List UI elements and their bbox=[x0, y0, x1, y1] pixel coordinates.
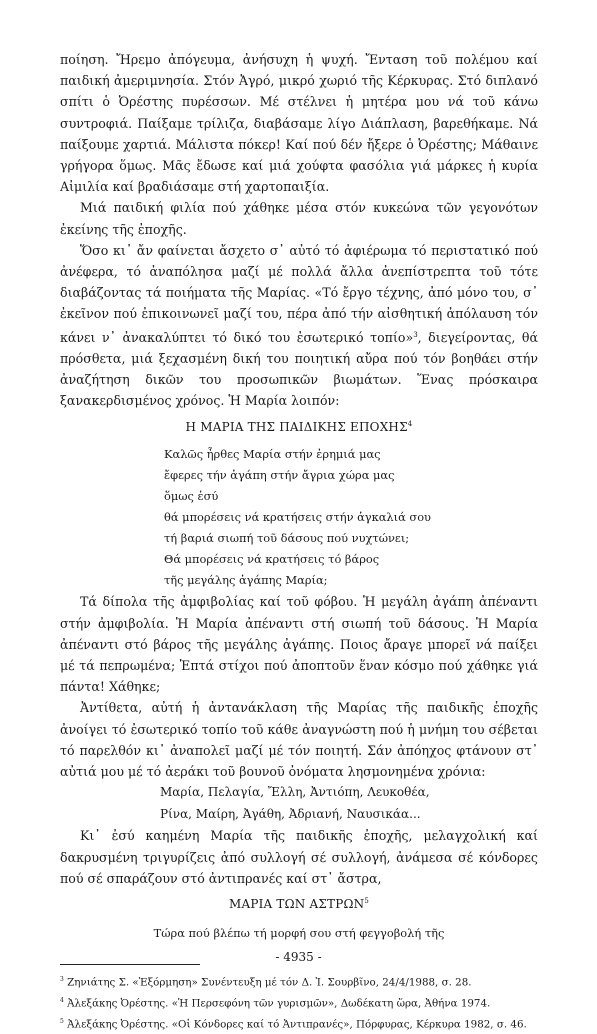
footnote-text: Ἀλεξάκης Ὀρέστης. «Ἡ Περσεφόνη τῶν γυρισμῶν», Δωδέκατη ὥρα, Ἀθήνα 1974. bbox=[67, 997, 491, 1010]
poem-line: Θά μπορέσεις νά κρατήσεις τό βάρος bbox=[164, 552, 380, 567]
page-number: - 4935 - bbox=[275, 950, 322, 964]
footnotes bbox=[60, 971, 538, 1034]
body-text bbox=[60, 825, 538, 889]
body-text bbox=[60, 591, 538, 782]
paragraph: Κι᾽ ἐσύ καημένη Μαρία τῆς παιδικῆς ἐποχῆς, μελαγχολική καί δακρυσμένη τριγυρίζεις ἀπό συλλογή σέ συλλογή, ἀνάμεσα σέ κόνδορες πού σέ σπαράζουν στό ἀντιπρανές καί στ᾽ ἄστρα, bbox=[60, 828, 538, 886]
paragraph: Τά δίπολα τῆς ἀμφιβολίας καί τοῦ φόβου. Ἡ μεγάλη ἀγάπη ἀπέναντι στήν ἀμφιβολία. Ἡ Μαρία ἀπέναντι στή σιωπή τοῦ δάσους. Ἡ Μαρία ἀπέναντι στό βάρος τῆς μεγάλης ἀγάπης. Ποιος ἄραγε μπορεῖ νά παίξει μέ τά πεπρωμένα; Ἑπτά στίχοι πού ἀποπτοῦν ἕναν κόσμο πού χάθηκε γιά πάντα! Χάθηκε; bbox=[60, 594, 538, 695]
footnote-number: 5 bbox=[60, 1017, 64, 1025]
poem-line: θά μπορέσεις νά κρατήσεις στήν ἀγκαλιά σου bbox=[164, 509, 431, 524]
names-line: Μαρία, Πελαγία, Ἔλλη, Ἀντιόπη, Λευκοθέα, bbox=[160, 785, 430, 800]
paragraph-text: Ὅσο κι᾽ ἄν φαίνεται ἄσχετο σ᾽ αὐτό τό ἀφιέρωμα τό περιστατικό πού ἀνέφερα, τό ἀναπόλησα μαζί μέ πολλά ἄλλα ἀνεπίστρεπτα τοῦ τότε διαβάζοντας τά ποιήματα τῆς Μαρίας. «Τό ἔργο τέχνης, ἀπό μόνο του, σ᾽ ἐκεῖνον πού ἐπικοινωνεῖ μαζί του, πέρα ἀπό τήν αἰσθητική ἀπόλαυση τόν κάνει ν᾽ ἀνακαλύπτει τό δικό του ἐσωτερικό τοπίο» bbox=[60, 242, 538, 345]
document-page bbox=[60, 49, 538, 1034]
names-line: Ρίνα, Μαίρη, Ἀγάθη, Ἀδριανή, Ναυσικάα... bbox=[160, 806, 421, 821]
footnote bbox=[60, 971, 538, 992]
poem-title bbox=[60, 891, 538, 915]
footnote-divider bbox=[60, 964, 200, 965]
paragraph-with-citation bbox=[60, 240, 538, 412]
footnote-ref[interactable]: 4 bbox=[407, 419, 413, 428]
paragraph: ποίηση. Ἤρεμο ἀπόγευμα, ἀνήσυχη ἡ ψυχή. Ἔνταση τοῦ πολέμου καί παιδική ἀμεριμνησία. Στόν Ἀγρό, μικρό χωριό τῆς Κέρκυρας. Στό διπλανό σπίτι ὁ Ὀρέστης πυρέσσων. Μέ στέλνει ἡ μητέρα μου νά τοῦ κάνω συντροφιά. Παίξαμε τρίλιζα, διαβάσαμε λίγο Διάπλαση, βαρεθήκαμε. Νά παίξουμε χαρτιά. Μάλιστα πόκερ! Καί πού δέν ἤξερε ὁ Ὀρέστης; Μάθαινε γρήγορα ὅμως. Μᾶς ἔδωσε καί μιά χούφτα φασόλια γιά μάρκες ἡ κυρία Αἰμιλία καί βραδιάσαμε στή χαρτοπαιξία. bbox=[60, 52, 538, 195]
names-list bbox=[160, 782, 538, 825]
footnote bbox=[60, 992, 538, 1013]
poem-line: ὅμως ἐσύ bbox=[164, 488, 219, 503]
poem-title-text: ΜΑΡΙΑ ΤΩΝ ΑΣΤΡΩΝ bbox=[228, 896, 365, 911]
poem-line: τή βαριά σιωπή τοῦ δάσους πού νυχτώνει; bbox=[164, 531, 410, 546]
footnote-number: 4 bbox=[60, 996, 64, 1004]
poem-line: τῆς μεγάλης ἀγάπης Μαρία; bbox=[164, 573, 328, 588]
body-text bbox=[60, 49, 538, 412]
footnote-ref[interactable]: 3 bbox=[413, 330, 418, 339]
footnote-ref[interactable]: 5 bbox=[364, 896, 370, 905]
paragraph-text: , διεγείροντας, θά πρόσθετα, μιά ξεχασμένη δική του ποιητική αὔρα πού τόν βοηθάει στήν ἀναζήτηση δικῶν του προσωπικῶν βιωμάτων. Ἕνας πρόσκαιρα ξανακερδισμένος χρόνος. Ἡ Μαρία λοιπόν: bbox=[60, 329, 538, 409]
paragraph: Μιά παιδική φιλία πού χάθηκε μέσα στόν κυκεώνα τῶν γεγονότων ἐκείνης τῆς ἐποχῆς. bbox=[60, 200, 538, 237]
poem-block bbox=[164, 444, 538, 592]
footnote-text: Ζηνιάτης Σ. «Ἐξόρμηση» Συνέντευξη μέ τόν Δ. Ἰ. Σουρβῖνο, 24/4/1988, σ. 28. bbox=[67, 976, 472, 989]
poem-line: Καλῶς ἦρθες Μαρία στήν ἐρημιά μας bbox=[164, 446, 381, 461]
verse-line: Τώρα πού βλέπω τή μορφή σου στή φεγγοβολή τῆς bbox=[153, 925, 445, 940]
footnote-number: 3 bbox=[60, 975, 64, 983]
poem-line: ἔφερες τήν ἀγάπη στήν ἄγρια χώρα μας bbox=[164, 467, 395, 482]
footnote-text: Ἀλεξάκης Ὀρέστης. «Οἱ Κόνδορες καί τό Ἀντιπρανές», Πόρφυρας, Κέρκυρα 1982, σ. 46. bbox=[67, 1018, 527, 1031]
poem-title-text: Η ΜΑΡΙΑ ΤΗΣ ΠΑΙΔΙΚΗΣ ΕΠΟΧΗΣ bbox=[185, 419, 408, 434]
poem-title bbox=[60, 414, 538, 438]
paragraph: Ἀντίθετα, αὐτή ἡ ἀντανάκλαση τῆς Μαρίας τῆς παιδικῆς ἐποχῆς ἀνοίγει τό ἐσωτερικό τοπίο τοῦ κάθε ἀναγνώστη πού ἡ μνήμη του σέβεται τό παρελθόν κι᾽ ἀναπολεῖ μαζί μέ τόν ποιητή. Σάν ἀπόηχος φτάνουν στ᾽ αὐτιά μου μέ τό ἀεράκι τοῦ βουνοῦ ὀνόματα λησμονημένα χρόνια: bbox=[60, 700, 538, 779]
footnote bbox=[60, 1013, 538, 1034]
